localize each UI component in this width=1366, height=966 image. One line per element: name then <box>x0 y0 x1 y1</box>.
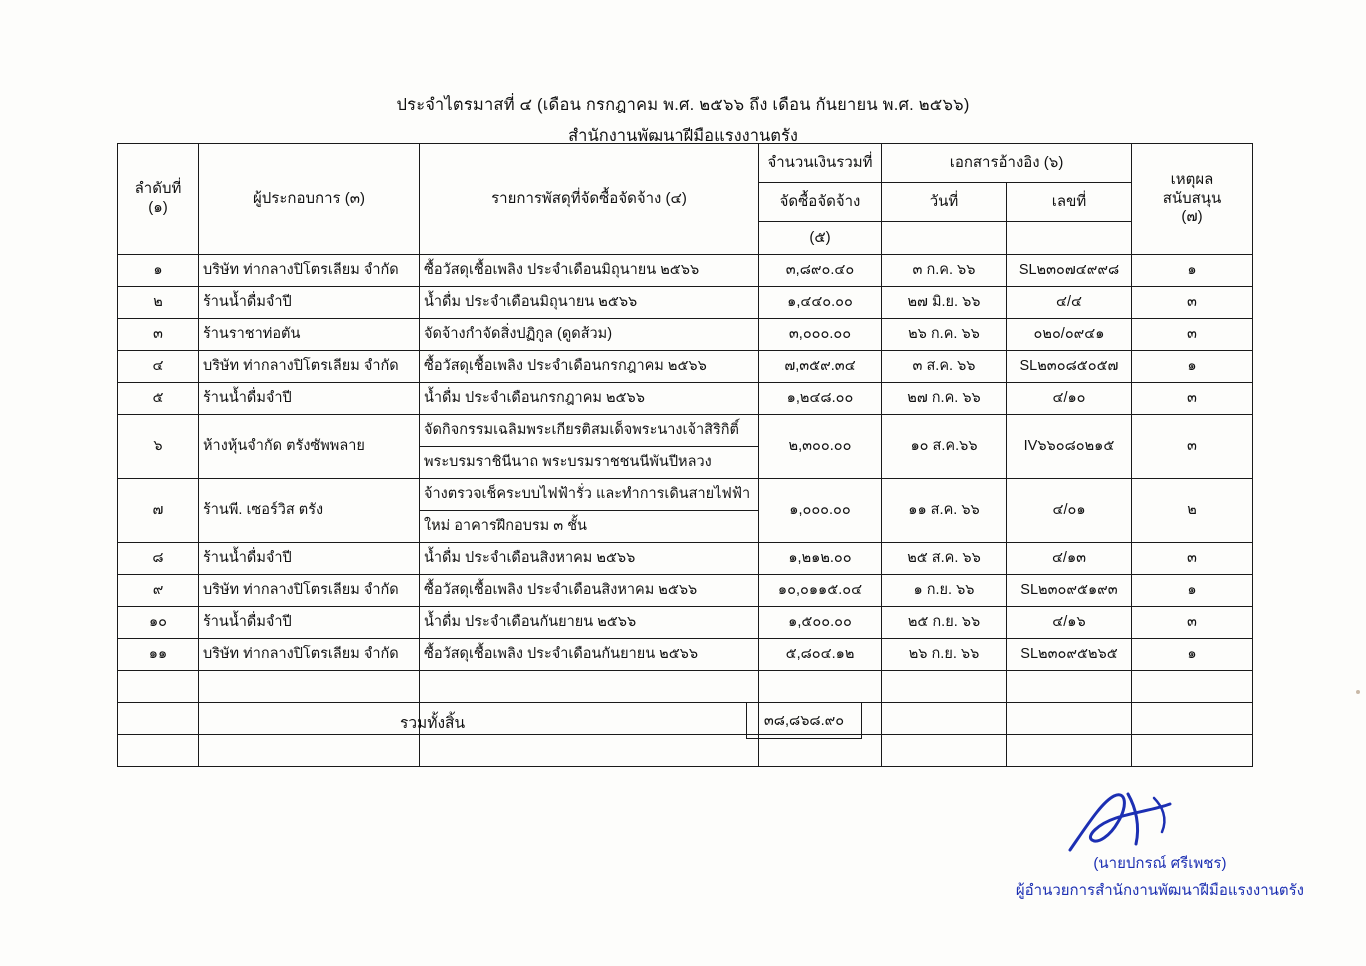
table-row <box>118 575 1253 607</box>
col-header-ref-docno: เลขที่ <box>1007 183 1132 222</box>
document-header <box>0 92 1366 149</box>
cell-business: ร้านน้ำดื่มจำปี <box>199 287 420 319</box>
cell-ref-date: ๑๑ ส.ค. ๖๖ <box>882 479 1007 543</box>
cell-reason: ๓ <box>1132 543 1253 575</box>
cell-item: น้ำดื่ม ประจำเดือนกรกฎาคม ๒๕๖๖ <box>420 383 759 415</box>
col-header-amount-top: จำนวนเงินรวมที่ <box>759 144 882 183</box>
cell-empty <box>420 671 759 703</box>
table-row <box>118 479 1253 511</box>
cell-reason: ๓ <box>1132 319 1253 351</box>
col-header-no <box>118 144 199 255</box>
cell-ref-date: ๓ ก.ค. ๖๖ <box>882 255 1007 287</box>
cell-empty <box>759 671 882 703</box>
cell-amount: ๓,๐๐๐.๐๐ <box>759 319 882 351</box>
table-row <box>118 543 1253 575</box>
cell-reason: ๑ <box>1132 639 1253 671</box>
summary-value: ๓๘,๘๖๘.๙๐ <box>746 702 862 739</box>
table-row <box>118 383 1253 415</box>
col-header-no-label: ลำดับที่ <box>134 180 182 198</box>
cell-ref-docno: ๔/๐๑ <box>1007 479 1132 543</box>
cell-reason: ๓ <box>1132 383 1253 415</box>
cell-ref-date: ๒๕ ส.ค. ๖๖ <box>882 543 1007 575</box>
cell-no: ๑๐ <box>118 607 199 639</box>
cell-item: จ้างตรวจเช็คระบบไฟฟ้ารั่ว และทำการเดินสายไฟฟ้า <box>420 479 759 511</box>
cell-empty <box>199 671 420 703</box>
cell-business: บริษัท ท่ากลางปิโตรเลียม จำกัด <box>199 575 420 607</box>
cell-amount: ๑,๐๐๐.๐๐ <box>759 479 882 543</box>
cell-ref-docno: SL๒๓๐๙๕๑๙๓ <box>1007 575 1132 607</box>
cell-ref-docno: SL๒๓๐๙๕๒๖๕ <box>1007 639 1132 671</box>
cell-amount: ๑,๕๐๐.๐๐ <box>759 607 882 639</box>
table-row <box>118 287 1253 319</box>
cell-item: ซื้อวัสดุเชื้อเพลิง ประจำเดือนมิถุนายน ๒๕๖๖ <box>420 255 759 287</box>
cell-business: ร้านน้ำดื่มจำปี <box>199 543 420 575</box>
table-body <box>118 255 1253 767</box>
header-line-2: สำนักงานพัฒนาฝีมือแรงงานตรัง <box>568 127 798 145</box>
cell-ref-docno: SL๒๓๐๘๕๐๕๗ <box>1007 351 1132 383</box>
col-header-ref-date: วันที่ <box>882 183 1007 222</box>
col-header-reason-top: เหตุผล <box>1170 170 1214 188</box>
cell-ref-docno: SL๒๓๐๗๔๙๙๘ <box>1007 255 1132 287</box>
cell-reason: ๓ <box>1132 287 1253 319</box>
scan-artifact-dot <box>1356 690 1360 694</box>
table-row-empty <box>118 671 1253 703</box>
col-header-business: ผู้ประกอบการ (๓) <box>199 144 420 255</box>
cell-amount: ๓,๘๙๐.๔๐ <box>759 255 882 287</box>
summary-label: รวมทั้งสิ้น <box>400 715 466 732</box>
table-row <box>118 351 1253 383</box>
procurement-table <box>117 143 1253 767</box>
cell-ref-date: ๒๕ ก.ย. ๖๖ <box>882 607 1007 639</box>
cell-ref-date: ๒๖ ก.ค. ๖๖ <box>882 319 1007 351</box>
cell-ref-docno: ๔/๔ <box>1007 287 1132 319</box>
cell-ref-docno: IV๖๖๐๘๐๒๑๕ <box>1007 415 1132 479</box>
cell-no: ๘ <box>118 543 199 575</box>
cell-no: ๒ <box>118 287 199 319</box>
cell-ref-date: ๒๗ ก.ค. ๖๖ <box>882 383 1007 415</box>
cell-business: ร้านน้ำดื่มจำปี <box>199 607 420 639</box>
table-row <box>118 639 1253 671</box>
cell-business: บริษัท ท่ากลางปิโตรเลียม จำกัด <box>199 255 420 287</box>
handwritten-signature-icon <box>1058 788 1188 858</box>
signer-title: ผู้อำนวยการสำนักงานพัฒนาฝีมือแรงงานตรัง <box>1015 882 1304 899</box>
cell-item: จัดกิจกรรมเฉลิมพระเกียรติสมเด็จพระนางเจ้าสิริกิติ์ <box>420 415 759 447</box>
cell-empty <box>882 671 1007 703</box>
cell-ref-date: ๒๖ ก.ย. ๖๖ <box>882 639 1007 671</box>
cell-no: ๓ <box>118 319 199 351</box>
summary-row <box>117 702 1253 740</box>
col-header-item: รายการพัสดุที่จัดซื้อจัดจ้าง (๔) <box>420 144 759 255</box>
cell-amount: ๗,๓๕๙.๓๔ <box>759 351 882 383</box>
cell-empty <box>1132 671 1253 703</box>
cell-business: ห้างหุ้นจำกัด ตรังซัพพลาย <box>199 415 420 479</box>
col-header-ref-date-spacer <box>882 222 1007 255</box>
cell-business: ร้านพี. เซอร์วิส ตรัง <box>199 479 420 543</box>
cell-item: น้ำดื่ม ประจำเดือนมิถุนายน ๒๕๖๖ <box>420 287 759 319</box>
cell-reason: ๑ <box>1132 351 1253 383</box>
col-header-reference: เอกสารอ้างอิง (๖) <box>882 144 1132 183</box>
cell-item: ซื้อวัสดุเชื้อเพลิง ประจำเดือนสิงหาคม ๒๕๖๖ <box>420 575 759 607</box>
header-line-1: ประจำไตรมาสที่ ๔ (เดือน กรกฎาคม พ.ศ. ๒๕๖๖ ถึง เดือน กันยายน พ.ศ. ๒๕๖๖) <box>396 96 970 114</box>
col-header-no-sub: (๑) <box>148 199 168 216</box>
cell-amount: ๕,๘๐๔.๑๒ <box>759 639 882 671</box>
cell-ref-date: ๓ ส.ค. ๖๖ <box>882 351 1007 383</box>
table-head <box>118 144 1253 255</box>
cell-no: ๔ <box>118 351 199 383</box>
cell-reason: ๑ <box>1132 575 1253 607</box>
cell-reason: ๓ <box>1132 607 1253 639</box>
cell-no: ๗ <box>118 479 199 543</box>
table-row <box>118 319 1253 351</box>
cell-reason: ๑ <box>1132 255 1253 287</box>
cell-amount: ๑,๒๔๘.๐๐ <box>759 383 882 415</box>
cell-empty <box>118 671 199 703</box>
cell-reason: ๓ <box>1132 415 1253 479</box>
cell-business: ร้านน้ำดื่มจำปี <box>199 383 420 415</box>
table-row <box>118 255 1253 287</box>
cell-business: บริษัท ท่ากลางปิโตรเลียม จำกัด <box>199 639 420 671</box>
col-header-reason-sub: (๗) <box>1181 208 1203 226</box>
col-header-amount-sub: (๕) <box>759 222 882 255</box>
cell-ref-docno: ๔/๑๖ <box>1007 607 1132 639</box>
col-header-amount-mid: จัดซื้อจัดจ้าง <box>759 183 882 222</box>
cell-no: ๕ <box>118 383 199 415</box>
cell-no: ๑๑ <box>118 639 199 671</box>
cell-item-continued: ใหม่ อาคารฝึกอบรม ๓ ชั้น <box>420 511 759 543</box>
cell-ref-date: ๒๗ มิ.ย. ๖๖ <box>882 287 1007 319</box>
cell-amount: ๒,๓๐๐.๐๐ <box>759 415 882 479</box>
cell-item: จัดจ้างกำจัดสิ่งปฏิกูล (ดูดส้วม) <box>420 319 759 351</box>
cell-item-continued: พระบรมราชินีนาถ พระบรมราชชนนีพันปีหลวง <box>420 447 759 479</box>
table-row <box>118 607 1253 639</box>
cell-no: ๖ <box>118 415 199 479</box>
col-header-ref-docno-spacer <box>1007 222 1132 255</box>
cell-amount: ๑,๔๔๐.๐๐ <box>759 287 882 319</box>
cell-item: ซื้อวัสดุเชื้อเพลิง ประจำเดือนกรกฎาคม ๒๕๖๖ <box>420 351 759 383</box>
col-header-reason-mid: สนับสนุน <box>1162 189 1222 207</box>
cell-ref-docno: ๐๒๐/๐๙๔๑ <box>1007 319 1132 351</box>
cell-ref-date: ๑๐ ส.ค.๖๖ <box>882 415 1007 479</box>
cell-no: ๙ <box>118 575 199 607</box>
table-row <box>118 415 1253 447</box>
cell-amount: ๑,๒๑๒.๐๐ <box>759 543 882 575</box>
cell-item: น้ำดื่ม ประจำเดือนกันยายน ๒๕๖๖ <box>420 607 759 639</box>
cell-ref-date: ๑ ก.ย. ๖๖ <box>882 575 1007 607</box>
cell-no: ๑ <box>118 255 199 287</box>
signer-name: (นายปกรณ์ ศรีเพชร) <box>1093 855 1227 872</box>
cell-ref-docno: ๔/๑๓ <box>1007 543 1132 575</box>
table-header-row-1 <box>118 144 1253 183</box>
cell-amount: ๑๐,๐๑๑๕.๐๔ <box>759 575 882 607</box>
cell-reason: ๒ <box>1132 479 1253 543</box>
cell-ref-docno: ๔/๑๐ <box>1007 383 1132 415</box>
col-header-reason <box>1132 144 1253 255</box>
cell-business: บริษัท ท่ากลางปิโตรเลียม จำกัด <box>199 351 420 383</box>
cell-item: ซื้อวัสดุเชื้อเพลิง ประจำเดือนกันยายน ๒๕๖๖ <box>420 639 759 671</box>
signature-block <box>1016 850 1304 904</box>
cell-item: น้ำดื่ม ประจำเดือนสิงหาคม ๒๕๖๖ <box>420 543 759 575</box>
cell-business: ร้านราชาท่อตัน <box>199 319 420 351</box>
cell-empty <box>1007 671 1132 703</box>
